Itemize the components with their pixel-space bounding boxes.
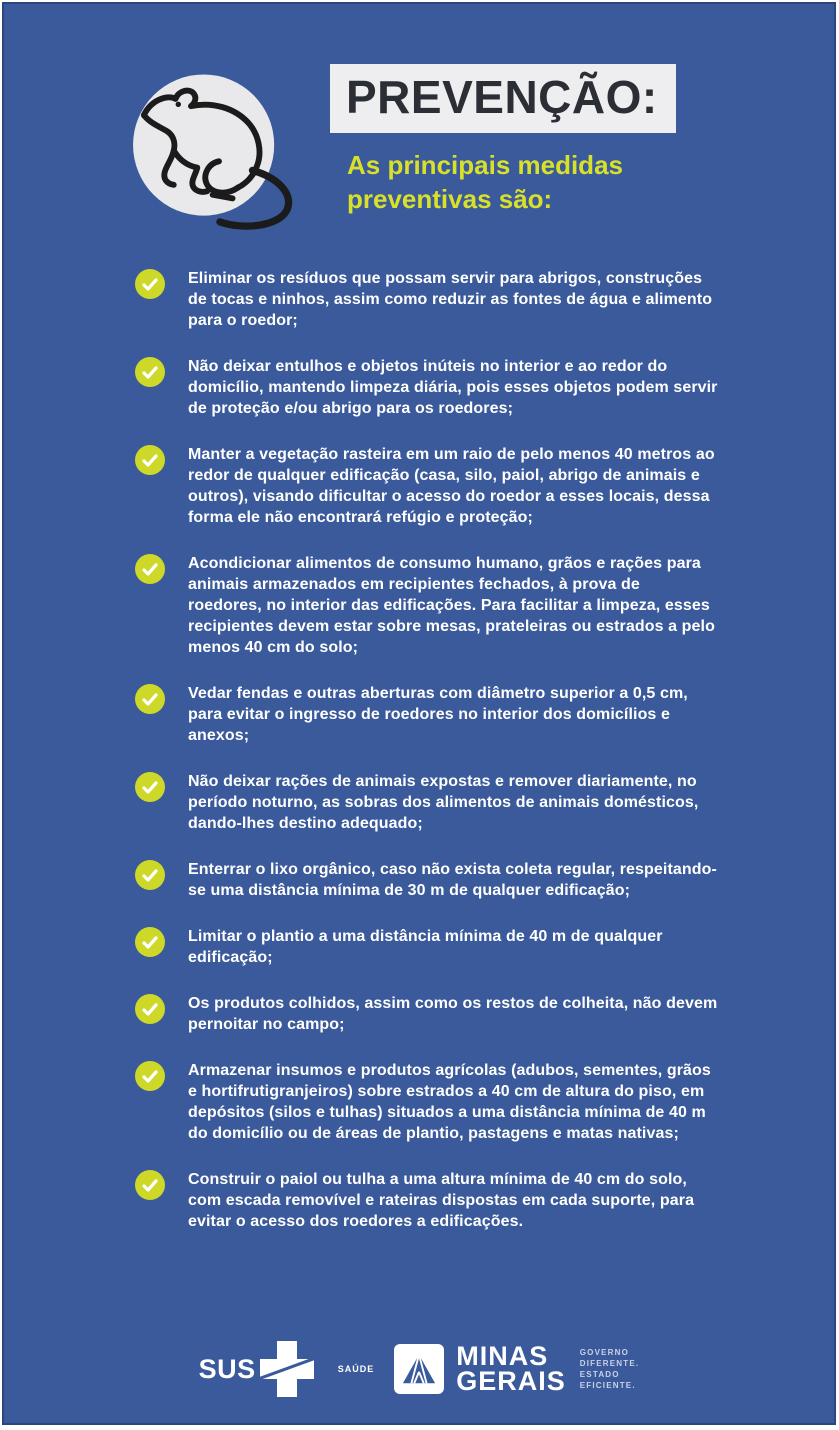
- list-item: [135, 553, 720, 658]
- check-icon: [135, 994, 165, 1024]
- page-title: PREVENÇÃO:: [346, 71, 658, 123]
- list-item: [135, 1169, 720, 1232]
- list-item-text: Vedar fendas e outras aberturas com diâmetro superior a 0,5 cm, para evitar o ingresso de roedores no interior dos domicílios e anexos;: [188, 685, 688, 744]
- minas-gerais-wordmark: [456, 1341, 566, 1396]
- list-item: [135, 356, 720, 419]
- tagline-line: DIFERENTE.: [579, 1359, 640, 1368]
- sus-cross-icon: [260, 1341, 314, 1397]
- sus-label: SUS: [198, 1353, 256, 1384]
- list-item-text: Construir o paiol ou tulha a uma altura mínima de 40 cm do solo, com escada removível e rateiras dispostas em cada suporte, para evitar o acesso dos roedores a edificações.: [188, 1171, 695, 1230]
- list-item-text: Os produtos colhidos, assim como os restos de colheita, não devem pernoitar no campo;: [188, 995, 718, 1033]
- list-item-text: Acondicionar alimentos de consumo humano, grãos e rações para animais armazenados em recipientes fechados, à prova de roedores, no interior das edificações. Para facilitar a limpeza, esses recipientes devem estar sobre mesas, prateleiras ou estrados a pelo menos 40 cm do solo;: [188, 555, 715, 656]
- sus-logo: [199, 1341, 314, 1397]
- check-icon: [135, 860, 165, 890]
- check-icon: [135, 269, 165, 299]
- list-item-text: Manter a vegetação rasteira em um raio de pelo menos 40 metros ao redor de qualquer edificação (casa, silo, paiol, abrigo de animais e outros), visando dificultar o acesso do roedor a esses locais, dessa forma ele não encontrará refúgio e proteção;: [188, 446, 715, 526]
- rat-eye: [176, 102, 181, 107]
- page-subtitle: As principais medidas preventivas são:: [347, 150, 623, 214]
- check-icon: [135, 554, 165, 584]
- minas-word: MINAS: [456, 1341, 549, 1371]
- prevention-list: [135, 268, 720, 1257]
- list-item: [135, 444, 720, 528]
- check-icon: [135, 927, 165, 957]
- check-icon: [135, 684, 165, 714]
- list-item: [135, 268, 720, 331]
- gerais-word: GERAIS: [456, 1366, 566, 1396]
- list-item-text: Não deixar rações de animais expostas e remover diariamente, no período noturno, as sobras dos alimentos de animais domésticos, dando-lhes destino adequado;: [188, 773, 699, 832]
- list-item: [135, 1060, 720, 1144]
- list-item: [135, 993, 720, 1035]
- tagline-line: EFICIENTE.: [579, 1381, 636, 1390]
- list-item: [135, 859, 720, 901]
- tagline-line: GOVERNO: [579, 1348, 630, 1357]
- list-item: [135, 926, 720, 968]
- check-icon: [135, 1170, 165, 1200]
- check-icon: [135, 772, 165, 802]
- footer: [2, 1341, 836, 1397]
- minas-gerais-emblem-icon: [394, 1344, 444, 1394]
- check-icon: [135, 357, 165, 387]
- check-icon: [135, 1061, 165, 1091]
- list-item-text: Enterrar o lixo orgânico, caso não exista coleta regular, respeitando-se uma distância mínima de 30 m de qualquer edificação;: [188, 861, 717, 899]
- list-item: [135, 771, 720, 834]
- check-icon: [135, 445, 165, 475]
- list-item-text: Não deixar entulhos e objetos inúteis no interior e ao redor do domicílio, mantendo limpeza diária, pois esses objetos podem servir de proteção e/ou abrigo para os roedores;: [188, 358, 718, 417]
- title-box: [330, 64, 676, 133]
- list-item-text: Armazenar insumos e produtos agrícolas (adubos, sementes, grãos e hortifrutigranjeiros) sobre estrados a 40 cm de altura do piso, em depósitos (silos e tulhas) situados a uma distância mínima de 40 m do domicílio ou de áreas de plantio, pastagens e matas nativas;: [188, 1062, 711, 1142]
- saude-label: SAÚDE: [337, 1364, 375, 1374]
- rat-illustration: [124, 60, 314, 240]
- header: [2, 2, 836, 252]
- rat-icon: [124, 60, 314, 240]
- poster-background: [2, 2, 836, 1425]
- list-item: [135, 683, 720, 746]
- list-item-text: Limitar o plantio a uma distância mínima de 40 m de qualquer edificação;: [188, 928, 663, 966]
- tagline-line: ESTADO: [579, 1370, 620, 1379]
- list-item-text: Eliminar os resíduos que possam servir para abrigos, construções de tocas e ninhos, assim como reduzir as fontes de água e alimento para o roedor;: [188, 270, 713, 329]
- government-tagline: [580, 1347, 640, 1391]
